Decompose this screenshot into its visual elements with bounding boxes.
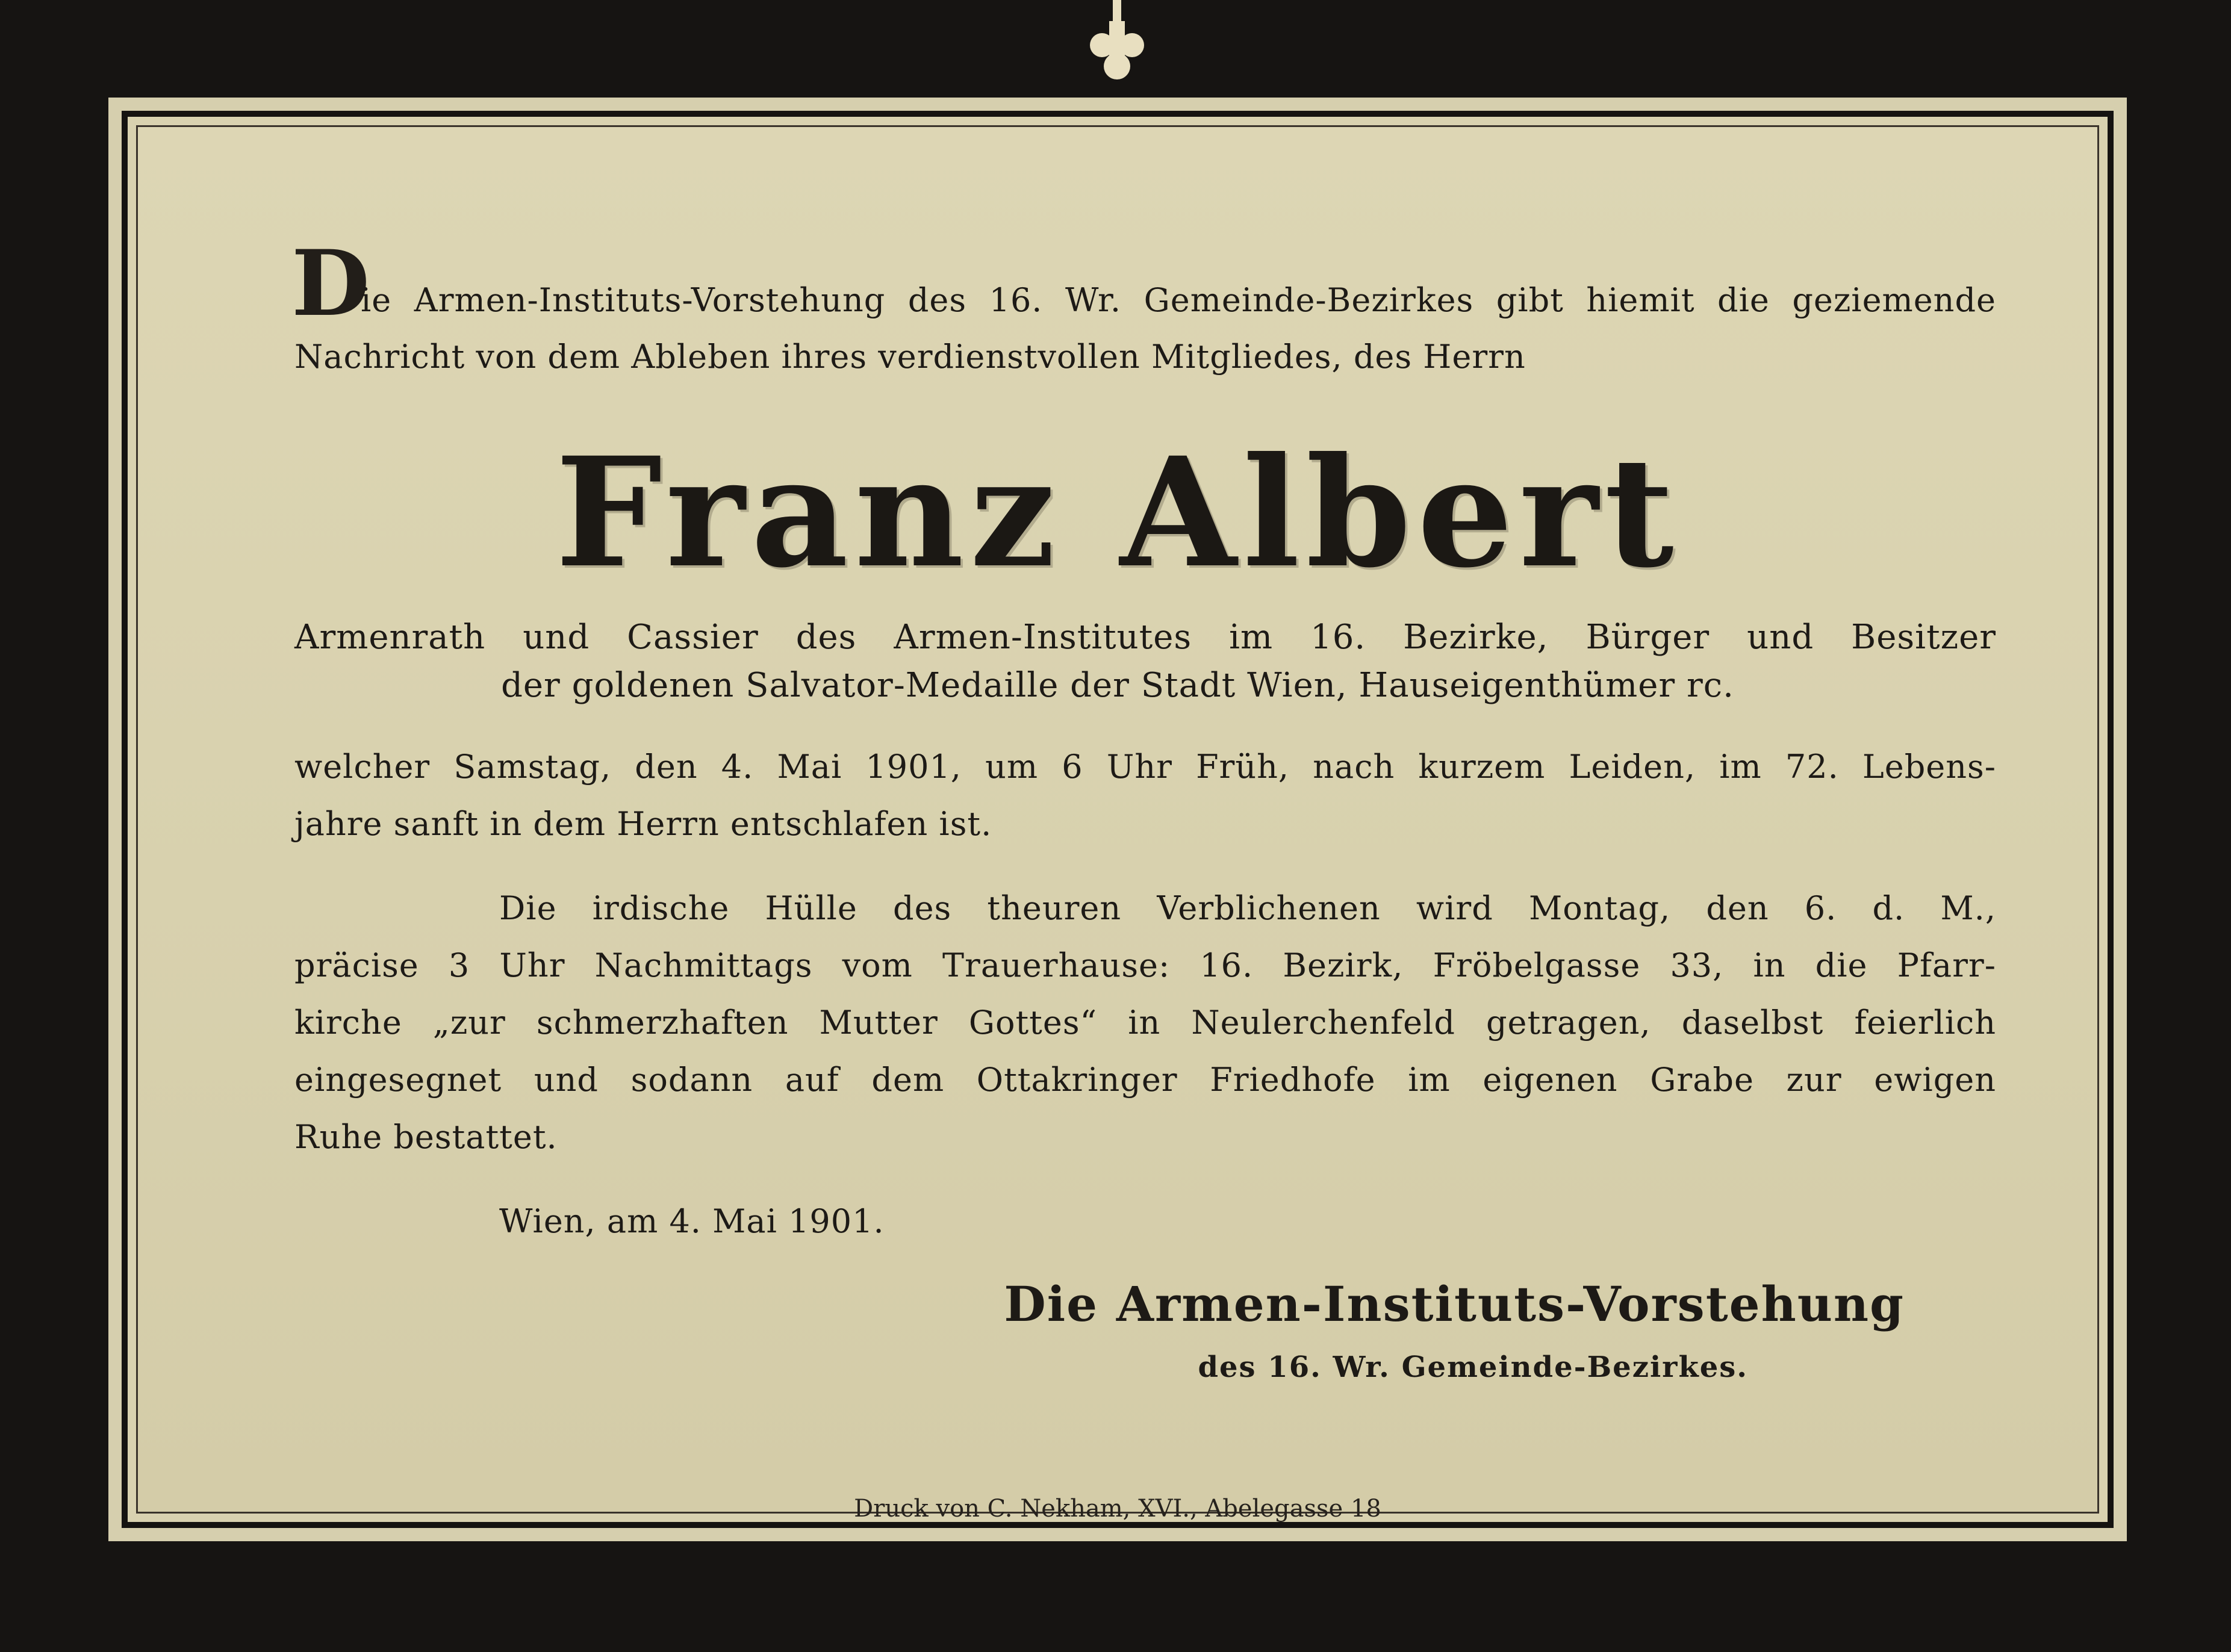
- obituary-card: [136, 125, 2099, 1523]
- funeral-line-2: präcise 3 Uhr Nachmittags vom Trauerhause: 16. Bezirk, Fröbelgasse 33, in die Pfarr-: [294, 946, 1996, 984]
- funeral-line-3: kirche „zur schmerzhaften Mutter Gottes“ in Neulerchenfeld getragen, daselbst feierlich: [294, 1004, 1996, 1042]
- death-line-1: welcher Samstag, den 4. Mai 1901, um 6 Uhr Früh, nach kurzem Leiden, im 72. Lebens-: [294, 748, 1996, 786]
- funeral-line-1: Die irdische Hülle des theuren Verblichenen wird Montag, den 6. d. M.,: [499, 889, 1996, 927]
- deceased-name: Franz Albert: [555, 424, 1680, 601]
- funeral-line-5: Ruhe bestattet.: [294, 1118, 558, 1156]
- decorated-initial: D: [291, 231, 370, 337]
- dateline: Wien, am 4. Mai 1901.: [499, 1202, 885, 1240]
- printer-imprint: Druck von C. Nekham, XVI., Abelegasse 18: [854, 1495, 1381, 1523]
- intro-line-1: ie Armen-Instituts-Vorstehung des 16. Wr. Gemeinde-Bezirkes gibt hiemit die geziemende: [361, 281, 1996, 319]
- cross-ornament: [1084, 0, 1150, 90]
- signature-main: Die Armen-Instituts-Vorstehung: [1004, 1276, 1905, 1332]
- honors-line-1: Armenrath und Cassier des Armen-Institutes im 16. Bezirke, Bürger und Besitzer: [294, 618, 1996, 657]
- mourning-border: [108, 98, 2127, 1541]
- death-line-2: jahre sanft in dem Herrn entschlafen ist.: [294, 805, 992, 843]
- funeral-line-4: eingesegnet und sodann auf dem Ottakringer Friedhofe im eigenen Grabe zur ewigen: [294, 1061, 1996, 1099]
- signature-sub: des 16. Wr. Gemeinde-Bezirkes.: [1198, 1350, 1748, 1384]
- intro-line-2: Nachricht von dem Ableben ihres verdienstvollen Mitgliedes, des Herrn: [294, 338, 1526, 376]
- honors-line-2: der goldenen Salvator-Medaille der Stadt Wien, Hauseigenthümer rc.: [501, 666, 1734, 705]
- black-frame: [122, 111, 2114, 1528]
